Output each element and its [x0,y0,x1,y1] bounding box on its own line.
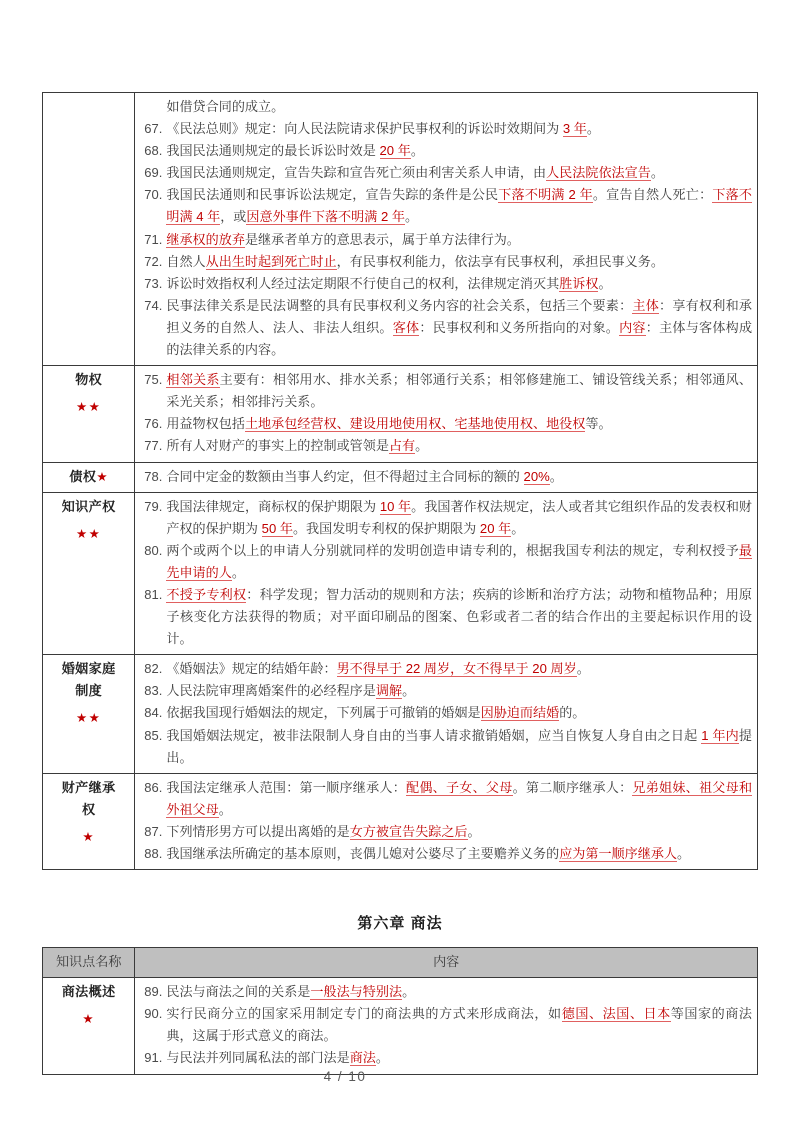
item-number: 87. [144,823,163,839]
knowledge-point-name: 财产继承 [61,779,116,795]
item-number: 73. [144,275,163,291]
list-item [140,843,752,865]
content-cell [135,462,758,492]
item-number: 84. [144,705,163,721]
knowledge-item-list [140,777,752,865]
item-text: 我国民法通则和民事诉讼法规定，宣告失踪的条件是公民下落不明满 2 年。宣告自然人死亡：下落不明满 4 年，或因意外事件下落不明满 2 年。 [166,187,753,225]
star-rating: ★ [96,469,109,484]
knowledge-point-name: 婚姻家庭 [61,661,116,677]
between-tables-gap [0,870,800,912]
item-number: 81. [144,586,163,602]
item-number: 89. [144,984,163,1000]
star-rating: ★★ [75,400,102,415]
knowledge-item-list [140,118,752,361]
list-item [140,118,752,140]
list-item [140,584,752,650]
top-margin [0,0,800,92]
item-text: 用益物权包括土地承包经营权、建设用地使用权、宅基地使用权、地役权等。 [166,416,612,432]
item-text: 我国法定继承人范围：第一顺序继承人：配偶、子女、父母。第二顺序继承人：兄弟姐妹、祖父母和外祖父母。 [166,779,753,817]
list-item [140,725,752,769]
content-cell [135,492,758,655]
item-number: 67. [144,121,163,137]
item-number: 75. [144,372,163,388]
knowledge-point-name: 商法概述 [61,984,116,1000]
item-text: 自然人从出生时起到死亡时止，有民事权利能力，依法享有民事权利，承担民事义务。 [166,253,664,269]
star-rating: ★★ [75,526,102,541]
knowledge-point-label-cell [43,655,135,773]
item-number: 78. [144,468,163,484]
item-number: 71. [144,231,163,247]
item-text: 继承权的放弃是继承者单方的意思表示，属于单方法律行为。 [166,231,520,247]
star-rating: ★ [82,829,96,844]
label-stack [48,466,129,488]
item-text: 下列情形男方可以提出离婚的是女方被宣告失踪之后。 [166,823,481,839]
content-cell [135,655,758,773]
item-number: 85. [144,727,163,743]
item-text: 我国民法通则规定的最长诉讼时效是 20 年。 [166,143,424,159]
list-item [140,496,752,540]
list-item [140,369,752,413]
table-row [43,462,758,492]
item-text: 我国法律规定，商标权的保护期限为 10 年。我国著作权法规定，法人或者其它组织作品的发表权和财产权的保护期为 50 年。我国发明专利权的保护期限为 20 年。 [166,498,753,536]
content-cell [135,366,758,462]
commercial-law-table-body [43,978,758,1074]
star-rating: ★ [82,1012,96,1027]
item-text: 依据我国现行婚姻法的规定，下列属于可撤销的婚姻是因胁迫而结婚的。 [166,705,586,721]
knowledge-point-label-cell [43,366,135,462]
knowledge-point-name: 物权 [75,372,103,388]
label-stack [48,777,129,847]
list-item [140,821,752,843]
list-item [140,1047,752,1069]
knowledge-point-label-cell [43,462,135,492]
label-stack [48,981,129,1029]
item-number: 83. [144,683,163,699]
list-item [140,273,752,295]
knowledge-point-label-cell [43,93,135,366]
item-number: 69. [144,165,163,181]
table-row [43,655,758,773]
item-number: 77. [144,438,163,454]
table-row [43,773,758,869]
list-item [140,777,752,821]
list-item [140,1003,752,1047]
item-text: 民法与商法之间的关系是一般法与特别法。 [166,984,416,1000]
item-number: 72. [144,253,163,269]
item-number: 82. [144,661,163,677]
item-text: 不授予专利权：科学发现；智力活动的规则和方法；疾病的诊断和治疗方法；动物和植物品种；用原子核变化方法获得的物质；对平面印刷品的图案、色彩或者二者的结合作出的主要起标识作用的设计。 [166,586,753,647]
list-item [140,435,752,457]
list-item [140,162,752,184]
chapter-heading: 第六章 商法 [357,915,443,933]
item-text: 与民法并列同属私法的部门法是商法。 [166,1050,389,1066]
item-number: 76. [144,416,163,432]
table-row [43,492,758,655]
item-text: 我国民法通则规定，宣告失踪和宣告死亡须由利害关系人申请，由人民法院依法宣告。 [166,165,664,181]
commercial-law-table-header [43,948,758,978]
knowledge-point-label-cell [43,978,135,1074]
header-cell-content: 内容 [135,948,758,978]
item-number: 88. [144,846,163,861]
label-stack [48,369,129,417]
item-text: 《婚姻法》规定的结婚年龄：男不得早于 22 周岁，女不得早于 20 周岁。 [166,661,590,677]
list-item [140,184,752,228]
item-text: 实行民商分立的国家采用制定专门的商法典的方式来形成商法，如德国、法国、日本等国家的商法典，这属于形式意义的商法。 [166,1006,753,1044]
continued-sentence: 如借贷合同的成立。 [166,99,285,114]
knowledge-item-list [140,496,752,651]
item-number: 91. [144,1050,163,1066]
item-text: 我国婚姻法规定，被非法限制人身自由的当事人请求撤销婚姻，应当自恢复人身自由之日起 1 年内提出。 [166,727,752,765]
item-text: 《民法总则》规定：向人民法院请求保护民事权利的诉讼时效期间为 3 年。 [166,121,600,137]
list-item [140,540,752,584]
knowledge-item-list [140,658,752,768]
label-stack [48,496,129,544]
table-row [43,93,758,366]
content-cell [135,93,758,366]
civil-law-table-body [43,93,758,870]
item-text: 所有人对财产的事实上的控制或管领是占有。 [166,438,429,454]
list-item [140,413,752,435]
item-text: 我国继承法所确定的基本原则，丧偶儿媳对公婆尽了主要赡养义务的应为第一顺序继承人。 [166,846,691,861]
knowledge-item-list [140,466,752,488]
knowledge-item-list [140,369,752,457]
list-item [140,702,752,724]
knowledge-point-label-cell [43,492,135,655]
list-item [140,466,752,488]
knowledge-point-name: 债权★ [69,468,109,484]
list-item [140,680,752,702]
list-item [140,251,752,273]
page-number: 4 / 10 [323,1069,367,1084]
item-number: 68. [144,143,163,159]
list-item [140,295,752,361]
civil-law-table-continued [42,92,758,870]
item-number: 90. [144,1006,163,1022]
knowledge-point-name: 制度 [75,683,103,699]
header-cell-knowledge-point: 知识点名称 [43,948,135,978]
content-cell [135,978,758,1074]
item-number: 80. [144,542,163,558]
item-text: 民事法律关系是民法调整的具有民事权利义务内容的社会关系，包括三个要素：主体：享有权利和承担义务的自然人、法人、非法人组织。客体：民事权利和义务所指向的对象。内容：主体与客体构成的法律关系的内容。 [166,297,753,358]
list-item [140,981,752,1003]
knowledge-point-name: 知识产权 [61,498,116,514]
knowledge-item-list [140,981,752,1069]
item-number: 79. [144,498,163,514]
label-stack [48,658,129,728]
list-item [140,140,752,162]
item-number: 74. [144,297,163,313]
table-row [43,366,758,462]
list-item [140,229,752,251]
item-text: 相邻关系主要有：相邻用水、排水关系；相邻通行关系；相邻修建施工、铺设管线关系；相邻通风、采光关系；相邻排污关系。 [166,372,753,410]
chapter-heading-gap [0,933,800,947]
commercial-law-table [42,947,758,1074]
item-number: 86. [144,779,163,795]
list-item [140,658,752,680]
item-text: 合同中定金的数额由当事人约定，但不得超过主合同标的额的 20%。 [166,468,563,484]
content-cell [135,773,758,869]
table-row [43,978,758,1074]
knowledge-point-name: 权 [81,801,96,817]
item-text: 诉讼时效指权利人经过法定期限不行使自己的权利，法律规定消灭其胜诉权。 [166,275,612,291]
item-text: 人民法院审理离婚案件的必经程序是调解。 [166,683,416,699]
star-rating: ★★ [75,711,102,726]
table-header-row [43,948,758,978]
item-text: 两个或两个以上的申请人分别就同样的发明创造申请专利的，根据我国专利法的规定，专利权授予最先申请的人。 [166,542,752,580]
item-number: 70. [144,187,163,203]
knowledge-point-label-cell [43,773,135,869]
